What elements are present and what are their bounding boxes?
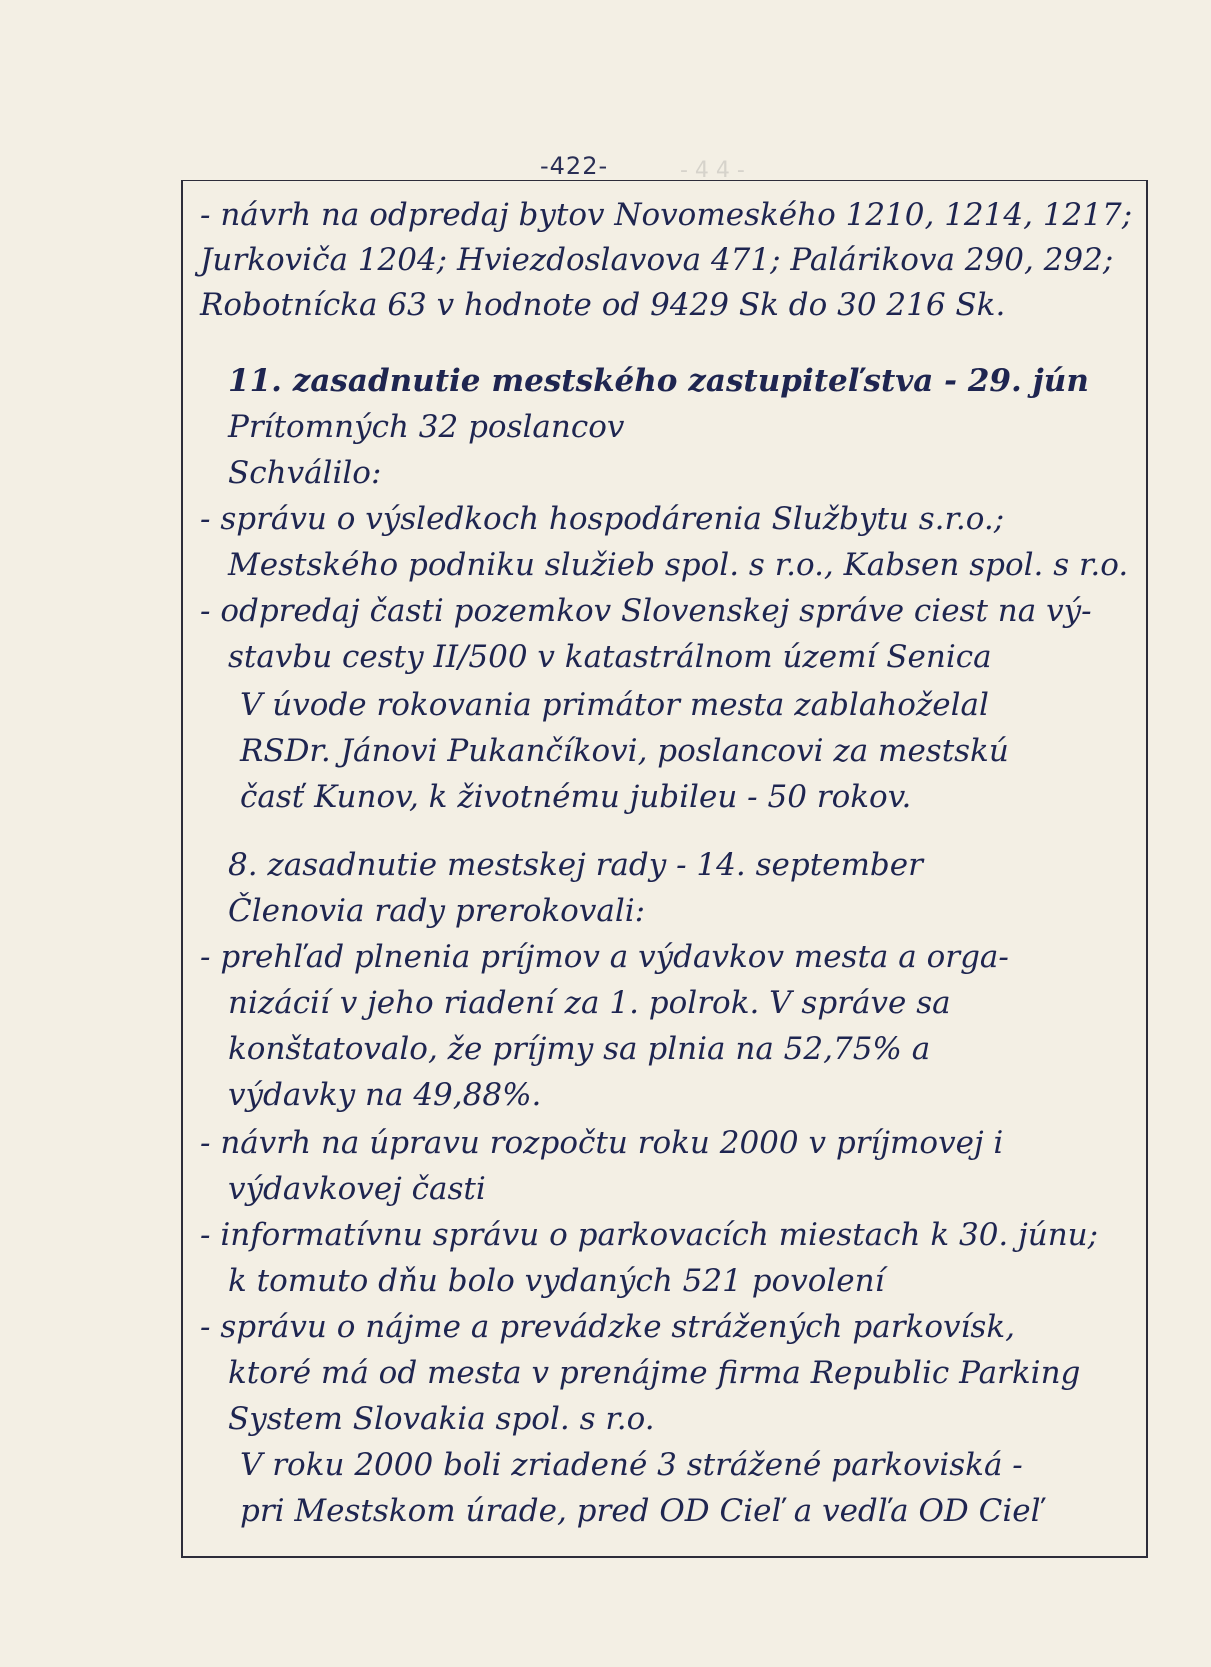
text-line: výdavkovej časti (228, 1171, 486, 1207)
text-line: k tomuto dňu bolo vydaných 521 povolení (228, 1263, 885, 1299)
text-line: stavbu cesty II/500 v katastrálnom území Senica (228, 639, 992, 675)
section-heading: 11. zasadnutie mestského zastupiteľstva - 29. jún (228, 363, 1089, 399)
text-line: - informatívnu správu o parkovacích miestach k 30. júnu; (200, 1217, 1099, 1253)
text-line: - správu o výsledkoch hospodárenia Službytu s.r.o.; (200, 501, 1005, 537)
section-heading: 8. zasadnutie mestskej rady - 14. september (228, 847, 923, 883)
text-line: - správu o nájme a prevádzke strážených parkovísk, (200, 1309, 1015, 1345)
text-line: ktoré má od mesta v prenájme firma Republic Parking (228, 1355, 1081, 1391)
text-line: V roku 2000 boli zriadené 3 strážené parkoviská - (240, 1447, 1023, 1483)
text-line: V úvode rokovania primátor mesta zablahoželal (240, 687, 989, 723)
text-line: výdavky na 49,88%. (228, 1077, 542, 1113)
text-line: - odpredaj časti pozemkov Slovenskej správe ciest na vý- (200, 593, 1092, 629)
text-line: konštatovalo, že príjmy sa plnia na 52,75% a (228, 1031, 931, 1067)
text-line: časť Kunov, k životnému jubileu - 50 rokov. (240, 779, 912, 815)
text-line: Robotnícka 63 v hodnote od 9429 Sk do 30 216 Sk. (200, 287, 1006, 323)
text-line: Jurkoviča 1204; Hviezdoslavova 471; Palárikova 290, 292; (200, 242, 1114, 278)
text-line: pri Mestskom úrade, pred OD Cieľ a vedľa OD Cieľ (240, 1493, 1044, 1529)
text-line: nizácií v jeho riadení za 1. polrok. V správe sa (228, 985, 951, 1021)
text-line: - návrh na odpredaj bytov Novomeského 1210, 1214, 1217; (200, 197, 1133, 233)
page-number: -422- (540, 152, 609, 180)
text-line: Členovia rady prerokovali: (228, 893, 646, 929)
text-line: Mestského podniku služieb spol. s r.o., Kabsen spol. s r.o. (228, 547, 1129, 583)
text-line: - prehľad plnenia príjmov a výdavkov mesta a orga- (200, 939, 1009, 975)
text-line: - návrh na úpravu rozpočtu roku 2000 v príjmovej i (200, 1125, 1004, 1161)
bleed-through-mark: - 4 4 - (680, 158, 745, 183)
text-line: Schválilo: (228, 455, 382, 491)
text-line: RSDr. Jánovi Pukančíkovi, poslancovi za mestskú (240, 733, 1009, 769)
text-line: System Slovakia spol. s r.o. (228, 1401, 655, 1437)
text-line: Prítomných 32 poslancov (228, 409, 625, 445)
